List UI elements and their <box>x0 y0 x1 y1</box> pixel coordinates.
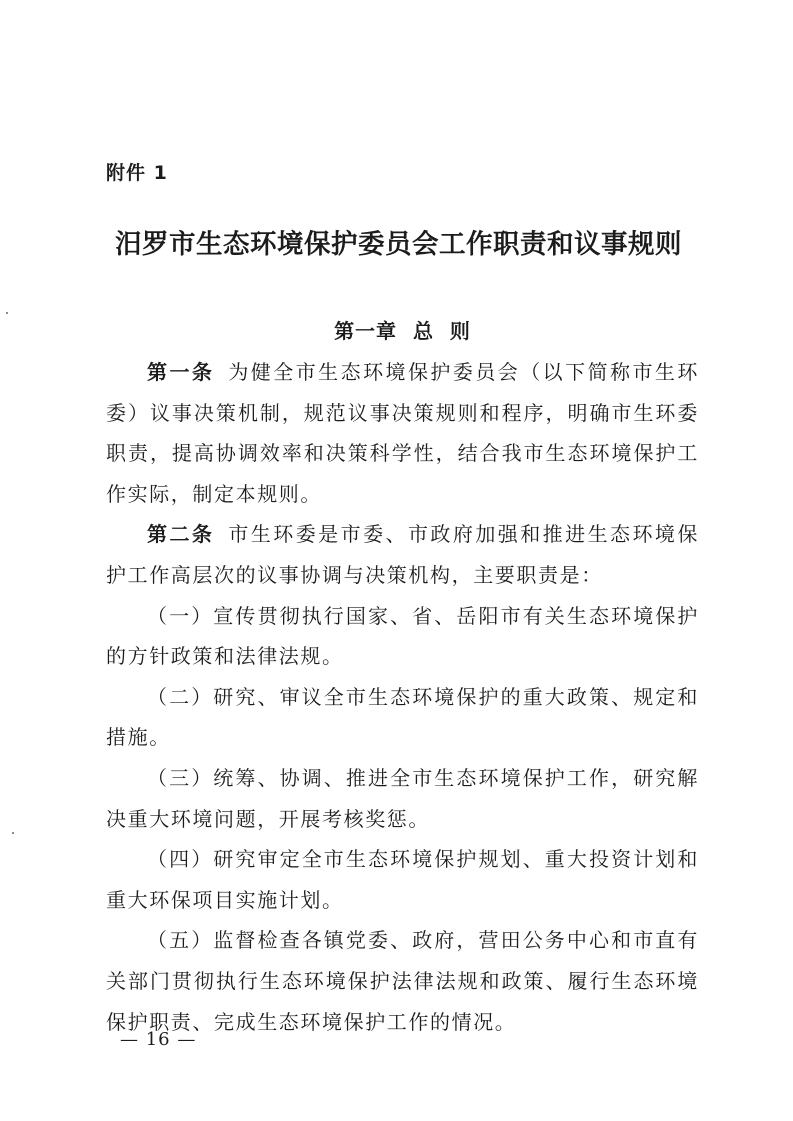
list-item-1 <box>106 596 699 677</box>
body-text <box>106 352 699 1042</box>
paragraph-text: 市生环委是市委、市政府加强和推进生态环境保护工作高层次的议事协调与决策机构，主要职责是： <box>106 522 699 587</box>
paragraph-text: （一）宣传贯彻执行国家、省、岳阳市有关生态环境保护的方针政策和法律法规。 <box>106 603 699 669</box>
chapter-heading: 第一章 总 则 <box>334 319 471 343</box>
attachment-label: 附件 1 <box>106 162 168 184</box>
paragraph-text: （三）统筹、协调、推进全市生态环境保护工作，研究解决重大环境问题，开展考核奖惩。 <box>106 765 699 831</box>
paragraph-text: （二）研究、审议全市生态环境保护的重大政策、规定和措施。 <box>106 684 699 750</box>
paragraph-article-2 <box>106 514 699 595</box>
paragraph-text: （五）监督检查各镇党委、政府，营田公务中心和市直有关部门贯彻执行生态环境保护法律法规和政策、履行生态环境保护职责、完成生态环境保护工作的情况。 <box>106 928 699 1034</box>
paragraph-article-1 <box>106 352 699 514</box>
list-item-5 <box>106 920 699 1042</box>
list-item-2 <box>106 677 699 758</box>
document-title: 汨罗市生态环境保护委员会工作职责和议事规则 <box>115 229 682 260</box>
scan-speck <box>6 312 8 314</box>
paragraph-text: （四）研究审定全市生态环境保护规划、重大投资计划和重大环保项目实施计划。 <box>106 847 699 912</box>
article-number: 第一条 <box>147 360 215 384</box>
paragraph-text: 为健全市生态环境保护委员会（以下简称市生环委）议事决策机制，规范议事决策规则和程序，明确市生环委职责，提高协调效率和决策科学性，结合我市生态环境保护工作实际，制定本规则。 <box>106 360 699 506</box>
page-number: — 16 — <box>120 1029 197 1050</box>
list-item-3 <box>106 758 699 839</box>
scan-speck <box>12 832 14 834</box>
list-item-4 <box>106 839 699 920</box>
article-number: 第二条 <box>147 522 215 547</box>
